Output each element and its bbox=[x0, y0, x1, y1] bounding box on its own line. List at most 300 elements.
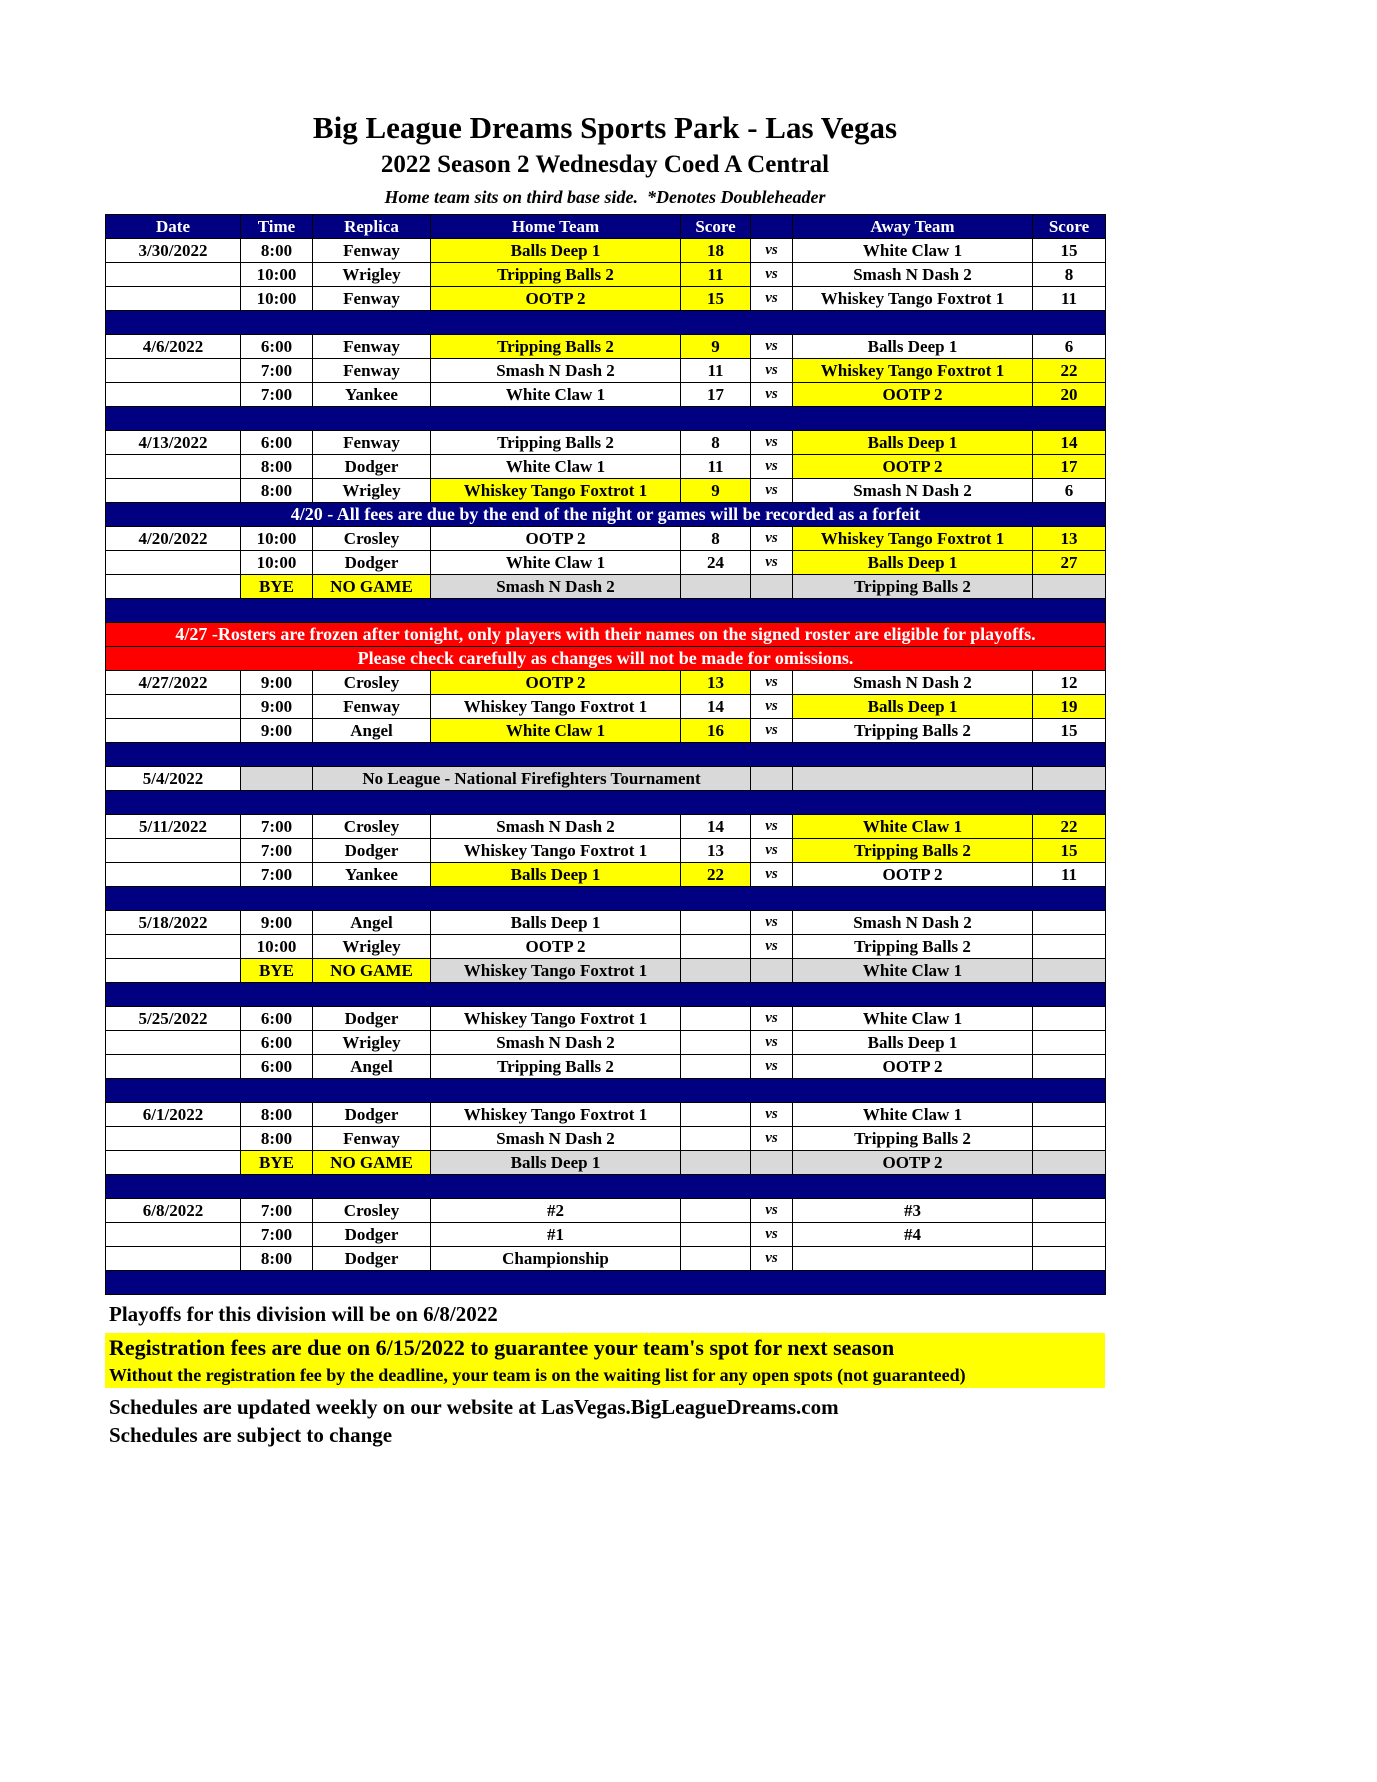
spacer-cell bbox=[106, 983, 1106, 1007]
date-cell bbox=[106, 863, 241, 887]
replica-cell: Wrigley bbox=[313, 935, 431, 959]
replica-cell: Wrigley bbox=[313, 1031, 431, 1055]
away-team-cell: Balls Deep 1 bbox=[793, 551, 1033, 575]
home-score-cell: 8 bbox=[681, 431, 751, 455]
away-team-cell: White Claw 1 bbox=[793, 1103, 1033, 1127]
vs-label: vs bbox=[751, 383, 793, 407]
date-cell bbox=[106, 575, 241, 599]
away-team-cell: Smash N Dash 2 bbox=[793, 671, 1033, 695]
schedule-document bbox=[105, 0, 1105, 1448]
home-team-cell: Tripping Balls 2 bbox=[431, 335, 681, 359]
game-row bbox=[106, 527, 1106, 551]
away-team-cell: White Claw 1 bbox=[793, 1007, 1033, 1031]
vs-label: vs bbox=[751, 1127, 793, 1151]
home-score-cell: 8 bbox=[681, 527, 751, 551]
footer bbox=[105, 1301, 1105, 1448]
away-team-cell: #3 bbox=[793, 1199, 1033, 1223]
bye-row bbox=[106, 1151, 1106, 1175]
date-cell bbox=[106, 719, 241, 743]
spacer-row bbox=[106, 311, 1106, 335]
time-cell: 8:00 bbox=[241, 1247, 313, 1271]
home-team-cell: White Claw 1 bbox=[431, 551, 681, 575]
home-team-cell: White Claw 1 bbox=[431, 719, 681, 743]
away-score-cell: 22 bbox=[1033, 815, 1106, 839]
home-score-cell bbox=[681, 1199, 751, 1223]
spacer-cell bbox=[106, 407, 1106, 431]
date-cell bbox=[106, 695, 241, 719]
away-score-cell: 11 bbox=[1033, 287, 1106, 311]
replica-cell: Dodger bbox=[313, 551, 431, 575]
replica-cell: Dodger bbox=[313, 1247, 431, 1271]
time-cell: 6:00 bbox=[241, 431, 313, 455]
vs-label: vs bbox=[751, 671, 793, 695]
home-score-cell: 17 bbox=[681, 383, 751, 407]
away-score-cell: 17 bbox=[1033, 455, 1106, 479]
replica-cell: Fenway bbox=[313, 695, 431, 719]
date-cell bbox=[106, 1151, 241, 1175]
playoffs-note: Playoffs for this division will be on 6/8/2022 bbox=[109, 1302, 498, 1326]
spacer-cell bbox=[106, 1079, 1106, 1103]
spacer-row bbox=[106, 887, 1106, 911]
home-score-cell: 14 bbox=[681, 695, 751, 719]
vs-label: vs bbox=[751, 335, 793, 359]
home-score-cell bbox=[681, 1247, 751, 1271]
game-row bbox=[106, 863, 1106, 887]
vs-label: vs bbox=[751, 1055, 793, 1079]
away-team-cell: OOTP 2 bbox=[793, 455, 1033, 479]
away-team-cell: #4 bbox=[793, 1223, 1033, 1247]
vs-label: vs bbox=[751, 1247, 793, 1271]
time-cell: 6:00 bbox=[241, 1007, 313, 1031]
replica-cell: Wrigley bbox=[313, 263, 431, 287]
vs-label: vs bbox=[751, 1223, 793, 1247]
replica-cell: Angel bbox=[313, 719, 431, 743]
home-team-cell: OOTP 2 bbox=[431, 671, 681, 695]
date-cell bbox=[106, 455, 241, 479]
replica-cell: Crosley bbox=[313, 1199, 431, 1223]
away-score-cell: 15 bbox=[1033, 839, 1106, 863]
replica-cell: Angel bbox=[313, 1055, 431, 1079]
bye-cell: BYE bbox=[241, 959, 313, 983]
game-row bbox=[106, 1199, 1106, 1223]
game-row bbox=[106, 383, 1106, 407]
date-cell bbox=[106, 479, 241, 503]
bye-row bbox=[106, 575, 1106, 599]
game-row bbox=[106, 935, 1106, 959]
away-score-cell: 15 bbox=[1033, 719, 1106, 743]
game-row bbox=[106, 671, 1106, 695]
home-team-note: Home team sits on third base side. *Denotes Doubleheader bbox=[384, 187, 826, 207]
date-cell: 4/13/2022 bbox=[106, 431, 241, 455]
away-score-cell bbox=[1033, 1223, 1106, 1247]
home-team-cell: Whiskey Tango Foxtrot 1 bbox=[431, 479, 681, 503]
away-team-cell: Whiskey Tango Foxtrot 1 bbox=[793, 287, 1033, 311]
home-score-cell: 11 bbox=[681, 455, 751, 479]
home-team-cell: Tripping Balls 2 bbox=[431, 1055, 681, 1079]
home-score-cell bbox=[681, 1151, 751, 1175]
fees-notice-text: 4/20 - All fees are due by the end of the night or games will be recorded as a forfeit bbox=[106, 503, 1106, 527]
time-cell: 6:00 bbox=[241, 1055, 313, 1079]
game-row bbox=[106, 335, 1106, 359]
replica-cell: Dodger bbox=[313, 1103, 431, 1127]
home-score-cell: 11 bbox=[681, 359, 751, 383]
home-score-cell: 9 bbox=[681, 335, 751, 359]
vs-label: vs bbox=[751, 815, 793, 839]
away-score-cell: 8 bbox=[1033, 263, 1106, 287]
spacer-row bbox=[106, 743, 1106, 767]
away-team-cell: Smash N Dash 2 bbox=[793, 263, 1033, 287]
home-team-cell: White Claw 1 bbox=[431, 455, 681, 479]
home-team-cell: Smash N Dash 2 bbox=[431, 1127, 681, 1151]
away-team-cell: Tripping Balls 2 bbox=[793, 575, 1033, 599]
away-score-cell bbox=[1033, 575, 1106, 599]
home-team-cell: Tripping Balls 2 bbox=[431, 431, 681, 455]
away-team-cell: OOTP 2 bbox=[793, 863, 1033, 887]
away-team-cell bbox=[793, 1247, 1033, 1271]
vs-label: vs bbox=[751, 287, 793, 311]
away-team-cell: Balls Deep 1 bbox=[793, 335, 1033, 359]
game-row bbox=[106, 1055, 1106, 1079]
replica-cell: Fenway bbox=[313, 359, 431, 383]
spacer-cell bbox=[106, 887, 1106, 911]
home-team-cell: OOTP 2 bbox=[431, 287, 681, 311]
time-cell: 9:00 bbox=[241, 719, 313, 743]
away-score-cell: 14 bbox=[1033, 431, 1106, 455]
away-team-cell: White Claw 1 bbox=[793, 959, 1033, 983]
away-score-cell: 11 bbox=[1033, 863, 1106, 887]
home-score-cell: 13 bbox=[681, 671, 751, 695]
spacer-row bbox=[106, 599, 1106, 623]
game-row bbox=[106, 1103, 1106, 1127]
away-score-cell: 15 bbox=[1033, 239, 1106, 263]
date-cell bbox=[106, 551, 241, 575]
time-cell: 7:00 bbox=[241, 839, 313, 863]
time-cell: 8:00 bbox=[241, 239, 313, 263]
game-row bbox=[106, 815, 1106, 839]
home-team-cell: Smash N Dash 2 bbox=[431, 815, 681, 839]
home-score-cell: 18 bbox=[681, 239, 751, 263]
vs-label: vs bbox=[751, 1007, 793, 1031]
no-game-cell: NO GAME bbox=[313, 1151, 431, 1175]
time-cell: 9:00 bbox=[241, 911, 313, 935]
away-team-cell: OOTP 2 bbox=[793, 1055, 1033, 1079]
replica-cell: Dodger bbox=[313, 839, 431, 863]
bye-cell: BYE bbox=[241, 1151, 313, 1175]
away-team-cell: Smash N Dash 2 bbox=[793, 911, 1033, 935]
date-cell bbox=[106, 959, 241, 983]
replica-cell: Wrigley bbox=[313, 479, 431, 503]
date-cell bbox=[106, 1247, 241, 1271]
header-replica: Replica bbox=[313, 215, 431, 239]
date-cell: 6/8/2022 bbox=[106, 1199, 241, 1223]
home-team-cell: Tripping Balls 2 bbox=[431, 263, 681, 287]
spacer-cell bbox=[106, 1271, 1106, 1295]
date-cell bbox=[106, 263, 241, 287]
replica-cell: Yankee bbox=[313, 863, 431, 887]
vs-label: vs bbox=[751, 695, 793, 719]
game-row bbox=[106, 695, 1106, 719]
home-team-cell: Whiskey Tango Foxtrot 1 bbox=[431, 695, 681, 719]
time-cell: 7:00 bbox=[241, 863, 313, 887]
away-score-cell bbox=[1033, 1031, 1106, 1055]
page-title: Big League Dreams Sports Park - Las Vegas bbox=[312, 110, 898, 145]
home-score-cell: 22 bbox=[681, 863, 751, 887]
waiting-list-note: Without the registration fee by the deadline, your team is on the waiting list for any open spots (not guaranteed) bbox=[105, 1363, 1105, 1388]
time-cell bbox=[241, 767, 313, 791]
home-score-cell bbox=[681, 1103, 751, 1127]
date-cell bbox=[106, 1055, 241, 1079]
spacer-cell bbox=[106, 311, 1106, 335]
home-team-cell: Balls Deep 1 bbox=[431, 911, 681, 935]
home-score-cell bbox=[681, 1007, 751, 1031]
away-score-cell: 19 bbox=[1033, 695, 1106, 719]
header-away-team: Away Team bbox=[793, 215, 1033, 239]
home-score-cell: 15 bbox=[681, 287, 751, 311]
away-score-cell: 6 bbox=[1033, 479, 1106, 503]
date-cell: 5/11/2022 bbox=[106, 815, 241, 839]
away-team-cell: Whiskey Tango Foxtrot 1 bbox=[793, 527, 1033, 551]
home-score-cell bbox=[681, 1031, 751, 1055]
date-cell: 5/25/2022 bbox=[106, 1007, 241, 1031]
game-row bbox=[106, 239, 1106, 263]
away-team-cell: Tripping Balls 2 bbox=[793, 935, 1033, 959]
home-team-cell: Whiskey Tango Foxtrot 1 bbox=[431, 959, 681, 983]
vs-cell bbox=[751, 1151, 793, 1175]
away-score-cell: 22 bbox=[1033, 359, 1106, 383]
away-score-cell bbox=[1033, 1103, 1106, 1127]
bye-row bbox=[106, 959, 1106, 983]
game-row bbox=[106, 911, 1106, 935]
game-row bbox=[106, 1007, 1106, 1031]
home-team-cell: Smash N Dash 2 bbox=[431, 1031, 681, 1055]
replica-cell: Angel bbox=[313, 911, 431, 935]
spacer-cell bbox=[106, 1175, 1106, 1199]
spacer-cell bbox=[106, 791, 1106, 815]
home-score-cell bbox=[681, 1223, 751, 1247]
home-team-cell: Whiskey Tango Foxtrot 1 bbox=[431, 839, 681, 863]
time-cell: 10:00 bbox=[241, 935, 313, 959]
banner-navy-row bbox=[106, 503, 1106, 527]
home-score-cell: 16 bbox=[681, 719, 751, 743]
table-header-row bbox=[106, 215, 1106, 239]
replica-cell: Dodger bbox=[313, 1007, 431, 1031]
vs-label: vs bbox=[751, 935, 793, 959]
replica-cell: Fenway bbox=[313, 239, 431, 263]
date-cell: 4/6/2022 bbox=[106, 335, 241, 359]
date-cell: 5/4/2022 bbox=[106, 767, 241, 791]
away-score-cell bbox=[1033, 959, 1106, 983]
spacer-row bbox=[106, 1271, 1106, 1295]
subject-to-change-note: Schedules are subject to change bbox=[109, 1423, 393, 1447]
away-team-cell: Whiskey Tango Foxtrot 1 bbox=[793, 359, 1033, 383]
home-score-cell bbox=[681, 1127, 751, 1151]
time-cell: 10:00 bbox=[241, 527, 313, 551]
vs-label: vs bbox=[751, 455, 793, 479]
vs-label: vs bbox=[751, 1199, 793, 1223]
header-vs bbox=[751, 215, 793, 239]
banner-red-row bbox=[106, 647, 1106, 671]
vs-label: vs bbox=[751, 839, 793, 863]
vs-label: vs bbox=[751, 1103, 793, 1127]
vs-label: vs bbox=[751, 1031, 793, 1055]
spacer-row bbox=[106, 407, 1106, 431]
schedule-body bbox=[106, 239, 1106, 1295]
home-team-cell: #1 bbox=[431, 1223, 681, 1247]
replica-cell: Fenway bbox=[313, 287, 431, 311]
away-score-cell bbox=[1033, 1127, 1106, 1151]
game-row bbox=[106, 1031, 1106, 1055]
away-team-cell: Balls Deep 1 bbox=[793, 431, 1033, 455]
date-cell bbox=[106, 1031, 241, 1055]
schedule-table bbox=[105, 214, 1106, 1295]
date-cell: 5/18/2022 bbox=[106, 911, 241, 935]
home-team-cell: Balls Deep 1 bbox=[431, 239, 681, 263]
header-date: Date bbox=[106, 215, 241, 239]
game-row bbox=[106, 1223, 1106, 1247]
home-team-cell: Whiskey Tango Foxtrot 1 bbox=[431, 1007, 681, 1031]
spacer-row bbox=[106, 1079, 1106, 1103]
away-team-cell: Smash N Dash 2 bbox=[793, 479, 1033, 503]
away-team-cell: Tripping Balls 2 bbox=[793, 1127, 1033, 1151]
home-team-cell: Smash N Dash 2 bbox=[431, 575, 681, 599]
away-team-cell: Balls Deep 1 bbox=[793, 695, 1033, 719]
time-cell: 9:00 bbox=[241, 695, 313, 719]
spacer-row bbox=[106, 791, 1106, 815]
date-cell: 3/30/2022 bbox=[106, 239, 241, 263]
home-score-cell: 9 bbox=[681, 479, 751, 503]
away-team-cell: Tripping Balls 2 bbox=[793, 719, 1033, 743]
home-team-cell: Championship bbox=[431, 1247, 681, 1271]
home-team-cell: Smash N Dash 2 bbox=[431, 359, 681, 383]
away-score-cell: 27 bbox=[1033, 551, 1106, 575]
away-team-cell: OOTP 2 bbox=[793, 383, 1033, 407]
away-team-cell: OOTP 2 bbox=[793, 1151, 1033, 1175]
vs-label: vs bbox=[751, 551, 793, 575]
replica-cell: Crosley bbox=[313, 815, 431, 839]
away-score-cell: 13 bbox=[1033, 527, 1106, 551]
time-cell: 10:00 bbox=[241, 263, 313, 287]
game-row bbox=[106, 479, 1106, 503]
header-time: Time bbox=[241, 215, 313, 239]
date-cell bbox=[106, 935, 241, 959]
time-cell: 10:00 bbox=[241, 287, 313, 311]
registration-note: Registration fees are due on 6/15/2022 to guarantee your team's spot for next season bbox=[105, 1333, 1105, 1363]
vs-label: vs bbox=[751, 527, 793, 551]
date-cell bbox=[106, 1127, 241, 1151]
away-team-cell: Balls Deep 1 bbox=[793, 1031, 1033, 1055]
home-score-cell: 13 bbox=[681, 839, 751, 863]
away-score-cell: 12 bbox=[1033, 671, 1106, 695]
date-cell: 6/1/2022 bbox=[106, 1103, 241, 1127]
away-score-cell bbox=[1033, 1151, 1106, 1175]
away-score-cell bbox=[1033, 1247, 1106, 1271]
vs-label: vs bbox=[751, 719, 793, 743]
away-score-cell: 20 bbox=[1033, 383, 1106, 407]
vs-cell bbox=[751, 575, 793, 599]
away-score-cell bbox=[1033, 911, 1106, 935]
spacer-row bbox=[106, 983, 1106, 1007]
date-cell: 4/27/2022 bbox=[106, 671, 241, 695]
replica-cell: Crosley bbox=[313, 527, 431, 551]
date-cell bbox=[106, 287, 241, 311]
game-row bbox=[106, 431, 1106, 455]
home-score-cell: 11 bbox=[681, 263, 751, 287]
game-row bbox=[106, 1127, 1106, 1151]
time-cell: 6:00 bbox=[241, 1031, 313, 1055]
time-cell: 6:00 bbox=[241, 335, 313, 359]
time-cell: 7:00 bbox=[241, 815, 313, 839]
time-cell: 8:00 bbox=[241, 1103, 313, 1127]
time-cell: 8:00 bbox=[241, 479, 313, 503]
away-team-cell: White Claw 1 bbox=[793, 815, 1033, 839]
away-score-cell: 6 bbox=[1033, 335, 1106, 359]
header-home-score: Score bbox=[681, 215, 751, 239]
date-cell bbox=[106, 383, 241, 407]
home-team-cell: Whiskey Tango Foxtrot 1 bbox=[431, 1103, 681, 1127]
game-row bbox=[106, 719, 1106, 743]
vs-label: vs bbox=[751, 239, 793, 263]
home-team-cell: Balls Deep 1 bbox=[431, 1151, 681, 1175]
game-row bbox=[106, 1247, 1106, 1271]
vs-label: vs bbox=[751, 863, 793, 887]
replica-cell: Crosley bbox=[313, 671, 431, 695]
date-cell: 4/20/2022 bbox=[106, 527, 241, 551]
bye-cell: BYE bbox=[241, 575, 313, 599]
no-game-cell: NO GAME bbox=[313, 959, 431, 983]
time-cell: 7:00 bbox=[241, 1199, 313, 1223]
spacer-cell bbox=[106, 599, 1106, 623]
time-cell: 10:00 bbox=[241, 551, 313, 575]
replica-cell: Dodger bbox=[313, 1223, 431, 1247]
vs-label: vs bbox=[751, 479, 793, 503]
vs-label: vs bbox=[751, 359, 793, 383]
time-cell: 7:00 bbox=[241, 383, 313, 407]
no-league-text: No League - National Firefighters Tournament bbox=[313, 767, 751, 791]
home-score-cell bbox=[681, 959, 751, 983]
game-row bbox=[106, 359, 1106, 383]
home-score-cell bbox=[681, 1055, 751, 1079]
vs-label: vs bbox=[751, 431, 793, 455]
header-home-team: Home Team bbox=[431, 215, 681, 239]
away-score-cell bbox=[1033, 1199, 1106, 1223]
game-row bbox=[106, 839, 1106, 863]
home-team-cell: White Claw 1 bbox=[431, 383, 681, 407]
home-team-cell: OOTP 2 bbox=[431, 527, 681, 551]
replica-cell: Dodger bbox=[313, 455, 431, 479]
time-cell: 9:00 bbox=[241, 671, 313, 695]
no-game-cell: NO GAME bbox=[313, 575, 431, 599]
replica-cell: Yankee bbox=[313, 383, 431, 407]
time-cell: 8:00 bbox=[241, 1127, 313, 1151]
home-score-cell bbox=[681, 911, 751, 935]
away-team-cell: White Claw 1 bbox=[793, 239, 1033, 263]
away-score-cell bbox=[1033, 935, 1106, 959]
home-team-cell: Balls Deep 1 bbox=[431, 863, 681, 887]
home-score-cell bbox=[681, 575, 751, 599]
replica-cell: Fenway bbox=[313, 431, 431, 455]
spacer-row bbox=[106, 1175, 1106, 1199]
game-row bbox=[106, 263, 1106, 287]
game-row bbox=[106, 287, 1106, 311]
banner-red-row bbox=[106, 623, 1106, 647]
vs-cell bbox=[751, 959, 793, 983]
roster-alert-text: Please check carefully as changes will not be made for omissions. bbox=[106, 647, 1106, 671]
header-away-score: Score bbox=[1033, 215, 1106, 239]
time-cell: 8:00 bbox=[241, 455, 313, 479]
away-score-cell bbox=[1033, 1007, 1106, 1031]
game-row bbox=[106, 551, 1106, 575]
date-cell bbox=[106, 359, 241, 383]
